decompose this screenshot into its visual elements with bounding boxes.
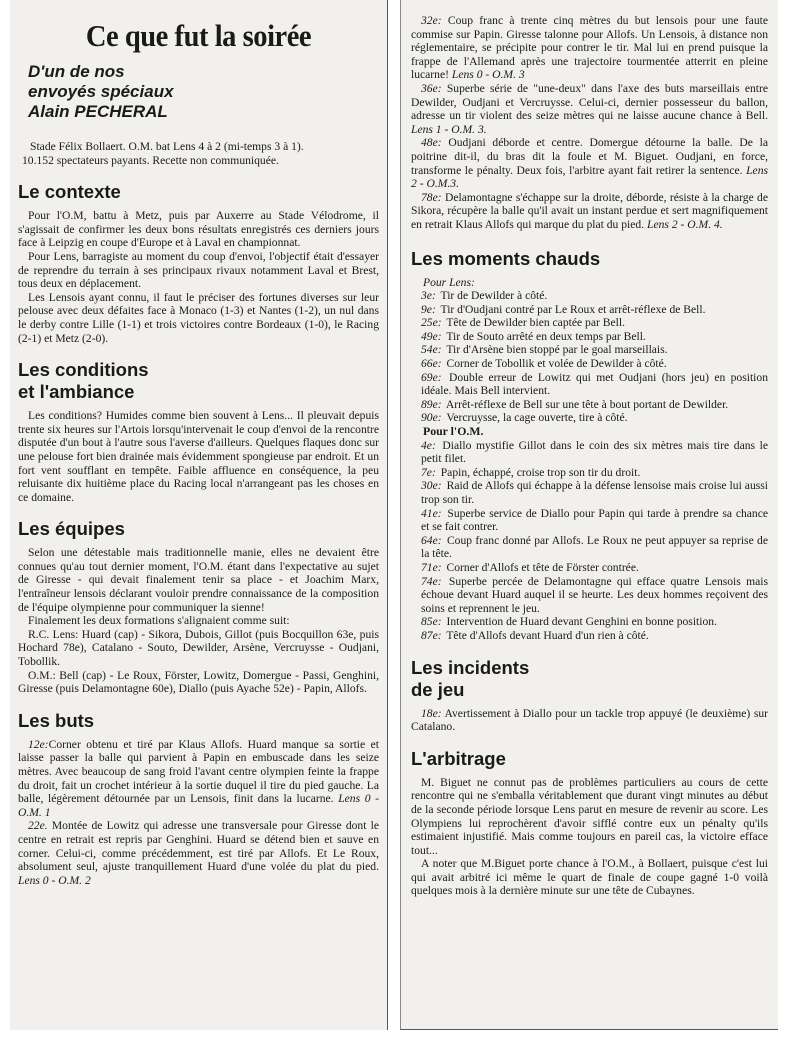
goal-entry [411, 191, 768, 232]
moment-minute: 49e: [421, 329, 442, 343]
moment-item [411, 466, 768, 480]
moment-minute: 54e: [421, 343, 442, 357]
paragraph: O.M.: Bell (cap) - Le Roux, Förster, Lowitz, Domergue - Passi, Genghini, Giresse (puis Delamontagne 60e), Diallo (puis Ayache 52e) - Papin, Allofs. [18, 668, 379, 696]
goal-score: Lens 1 - O.M. 3. [411, 122, 487, 136]
moment-minute: 69e: [421, 370, 442, 384]
goal-minute: 22e. [28, 819, 48, 833]
paragraph: Pour l'O.M, battu à Metz, puis par Auxerre au Stade Vélodrome, il s'agissait de confirmer les deux bons résultats enregistrés ces derniers jours face à Leipzig en coupe d'Europe et à Laval en championnat. [18, 209, 379, 250]
goal-text: Oudjani déborde et centre. Domergue détourne la balle. De la poitrine dit-il, du bras dit la foule et M. Biguet. Oudjani, en force, transforme le pénalty. Deux fois, l'arbitre ayant fait retirer la sentence. [411, 136, 768, 177]
section-heading-arbitrage: L'arbitrage [411, 747, 506, 769]
section-heading-conditions: Les conditions [18, 359, 149, 381]
incident-minute: 18e: [421, 706, 442, 720]
moment-item [411, 343, 768, 357]
goal-entry [411, 82, 768, 136]
intro-line: 10.152 spectateurs payants. Recette non communiquée. [22, 153, 279, 167]
section-heading-conditions-2: et l'ambiance [18, 381, 135, 403]
moment-text: Papin, échappé, croise trop son tir du droit. [440, 465, 641, 479]
paragraph: Les Lensois ayant connu, il faut le préciser des fortunes diverses sur leur pelouse avec deux défaites face à Monaco (1-3) et Nantes (1-2), un nul dans le derby contre Lille (1-1) et trois victoires contre Bordeaux (1-0), le Racing (2-1) et Metz (2-0). [18, 290, 379, 345]
goal-minute: 48e: [421, 136, 442, 150]
section-heading-incidents-2: de jeu [411, 678, 465, 700]
moment-minute: 7e: [421, 465, 436, 479]
moment-minute: 41e: [421, 506, 442, 520]
section-heading-equipes: Les équipes [18, 518, 125, 540]
moment-minute: 87e: [421, 628, 442, 642]
goal-minute: 32e: [421, 14, 442, 27]
moment-text: Double erreur de Lowitz qui met Oudjani (hors jeu) en position idéale. Mais Bell intervient. [421, 370, 768, 398]
moment-minute: 71e: [421, 560, 442, 574]
paragraph: A noter que M.Biguet porte chance à l'O.M., à Bollaert, puisque c'est lui qui avait arbitré ici même le quart de finale de coupe gagné 1-0 voilà quelques mois à la dernière minute sur une tête de Cubaynes. [411, 857, 768, 898]
goal-minute: 78e: [421, 190, 442, 204]
section-heading-incidents: Les incidents [411, 656, 530, 678]
moment-item [411, 289, 768, 303]
moment-minute: 25e: [421, 316, 442, 330]
moment-text: Superbe service de Diallo pour Papin qui tarde à prendre sa chance et se fait contrer. [421, 506, 769, 534]
intro-line: Stade Félix Bollaert. O.M. bat Lens 4 à 2 (mi-temps 3 à 1). [30, 140, 304, 153]
moment-text: Coup franc donné par Allofs. Le Roux ne peut appuyer sa reprise de la tête. [421, 533, 768, 561]
goal-minute: 36e: [421, 81, 442, 95]
paragraph: Pour Lens, barragiste au moment du coup d'envoi, l'objectif était d'essayer de reprendre du terrain à ses principaux rivaux notamment Laval et Brest, tous deux en déplacement. [18, 249, 379, 291]
section-heading-contexte: Le contexte [18, 181, 121, 203]
moment-text: Tir d'Oudjani contré par Le Roux et arrêt-réflexe de Bell. [440, 302, 706, 316]
moment-minute: 66e: [421, 357, 442, 371]
goal-minute: 12e: [28, 737, 49, 751]
moment-text: Arrêt-réflexe de Bell sur une tête à bout portant de Dewilder. [445, 397, 729, 411]
section-heading-buts: Les buts [18, 709, 95, 731]
moment-item [411, 330, 768, 344]
right-column [400, 0, 778, 1030]
moment-minute: 3e: [421, 289, 436, 303]
team-label-om: Pour l'O.M. [423, 424, 484, 439]
moment-minute: 90e: [421, 411, 442, 425]
moment-minute: 85e: [421, 615, 442, 629]
moment-item [411, 398, 768, 412]
moment-text: Raid de Allofs qui échappe à la défense lensoise mais croise lui aussi trop son tir. [421, 479, 768, 506]
moment-text: Corner d'Allofs et tête de Förster contrée. [446, 560, 639, 574]
goal-entry [18, 738, 379, 820]
moment-text: Superbe percée de Delamontagne qui efface quatre Lensois mais échoue devant Huard auquel il se heurte. Les deux hommes reçoivent des soins et reprennent le jeu. [421, 574, 768, 615]
goal-text: Delamontagne s'échappe sur la droite, déborde, résiste à la charge de Sikora, récupère la balle qu'il avait un instant perdue et sert magnifiquement en retrait Klaus Allofs qui marque du plat du pied. [411, 190, 768, 231]
moment-text: Tête d'Allofs devant Huard d'un rien à côté. [446, 628, 649, 642]
byline-author: Alain PECHERAL [28, 102, 168, 121]
incident-entry [411, 707, 768, 734]
goal-text: Montée de Lowitz qui adresse une transversale pour Giresse dont le centre en retrait est repris par Genghini. Huard se détend bien et sauve en corner. Celui-ci, comme précédemment, est tiré par Allofs. Et Le Roux, absolument seul, ajuste tranquillement Huard d'une volée du plat du pied. [18, 819, 379, 874]
byline-line: D'un de nos [28, 62, 125, 81]
moment-item [411, 357, 768, 371]
moment-item [411, 316, 768, 330]
goal-score: Lens 0 - O.M. 1 [18, 792, 379, 819]
moment-minute: 9e: [421, 302, 436, 316]
moment-item [411, 303, 768, 317]
moment-text: Vercruysse, la cage ouverte, tire à côté. [446, 411, 628, 425]
goal-text: Superbe série de "une-deux" dans l'axe des buts marseillais entre Dewilder, Oudjani et Vercruysse. Celui-ci, dernier possesseur du ballon, adresse un tir violent des seize mètres qui ne laisse aucune chance à Bell. [411, 81, 768, 123]
moment-item [411, 534, 768, 561]
goal-text: Corner obtenu et tiré par Klaus Allofs. Huard manque sa sortie et laisse passer la balle qui parvient à Papin en embuscade dans les seize mètres. Avec beaucoup de sang froid l'avant centre olympien feinte la frappe du droit, fait un crochet intérieur à la sortie duquel il tire du pied gauche. La balle, légèrement détournée par un Lensois, finit dans la lucarne. [18, 737, 379, 806]
moment-text: Tête de Dewilder bien captée par Bell. [446, 316, 625, 330]
moment-item [411, 629, 768, 643]
goal-entry [411, 136, 768, 190]
moment-item [411, 615, 768, 629]
team-label-lens: Pour Lens: [423, 275, 475, 289]
moment-minute: 64e: [421, 533, 442, 547]
goal-score: Lens 0 - O.M. 3 [451, 68, 525, 82]
paragraph: R.C. Lens: Huard (cap) - Sikora, Dubois, Gillot (puis Bocquillon 63e, puis Hochard 78e), Catalano - Souto, Dewilder, Arsène, Vercruysse - Oudjani, Tobollik. [18, 627, 379, 669]
article-title: Ce que fut la soirée [85, 18, 312, 53]
goal-entry [411, 14, 768, 82]
byline [28, 62, 379, 122]
moment-minute: 89e: [421, 397, 442, 411]
moment-item [411, 479, 768, 506]
paragraph: Finalement les deux formations s'alignaient comme suit: [28, 614, 290, 628]
goal-score: Lens 0 - O.M. 2 [18, 873, 91, 887]
incident-text: Avertissement à Diallo pour un tackle trop appuyé (le deuxième) sur Catalano. [411, 706, 768, 734]
goal-entry [18, 819, 379, 887]
paragraph: M. Biguet ne connut pas de problèmes particuliers au cours de cette rencontre qui ne s'emballa véritablement que durant vingt minutes au début de la seconde période lorsque Lens parut en mesure de revenir au score. Les Olympiens lui reprochèrent d'avoir sifflé contre eux un pénalty qu'ils estimaient injustifié. Mais comme toujours en pareil cas, la victoire efface tout... [411, 775, 768, 857]
paragraph: Selon une détestable mais traditionnelle manie, elles ne devaient être connues qu'au tout dernier moment, l'O.M. étant dans l'expectative au sujet de Giresse - qui devait finalement tenir sa place - et Joachim Marx, l'entraîneur lensois déclarant vouloir prendre connaissance de la composition de l'équipe olympienne pour communiquer la sienne! [18, 546, 379, 614]
moment-text: Tir de Souto arrêté en deux temps par Bell. [446, 329, 646, 343]
goal-score: Lens 2 - O.M.3. [411, 163, 768, 191]
paragraph: Les conditions? Humides comme bien souvent à Lens... Il pleuvait depuis trente six heures sur l'Artois lorsqu'intervenait le coup d'envoi de la rencontre disputée d'un bout à l'autre sous l'averse d'ailleurs. Quelques flaques donc sur une pelouse fort bien drainée mais évidemment spongieuse par endroit. Et un fort vent soufflant en tempête. Faible affluence en conséquence, la peu reluisante dix huitième place du Racing local n'arrangeant pas les choses en ce domaine. [18, 409, 379, 504]
moment-text: Intervention de Huard devant Genghini en bonne position. [446, 615, 717, 629]
moment-text: Diallo mystifie Gillot dans le coin des six mètres mais tire dans le petit filet. [421, 438, 768, 466]
goal-text: Coup franc à trente cinq mètres du but lensois pour une faute commise sur Papin. Giresse talonne pour Allofs. Un Lensois, à distance non réglementaire, se précipite pour contrer le tir. Mal lui en prend puisque la frappe de l'Allemand après une trajectoire tourmentée atterrit en pleine lucarne! [411, 14, 768, 82]
moment-item [411, 371, 768, 398]
moment-minute: 74e: [421, 574, 442, 588]
byline-line: envoyés spéciaux [28, 82, 174, 101]
moment-item [411, 411, 768, 425]
moment-text: Corner de Tobollik et volée de Dewilder à côté. [446, 357, 667, 371]
lens-moments-list [411, 289, 768, 425]
section-heading-moments: Les moments chauds [411, 247, 601, 269]
moment-item [411, 575, 768, 616]
moment-item [411, 439, 768, 466]
moment-item [411, 561, 768, 575]
moment-minute: 4e: [421, 438, 436, 452]
moment-text: Tir de Dewilder à côté. [440, 289, 548, 303]
om-moments-list [411, 439, 768, 643]
moment-item [411, 507, 768, 534]
moment-minute: 30e: [421, 479, 442, 493]
left-column [10, 0, 388, 1030]
moment-text: Tir d'Arsène bien stoppé par le goal marseillais. [446, 343, 668, 357]
goal-score: Lens 2 - O.M. 4. [647, 217, 723, 231]
